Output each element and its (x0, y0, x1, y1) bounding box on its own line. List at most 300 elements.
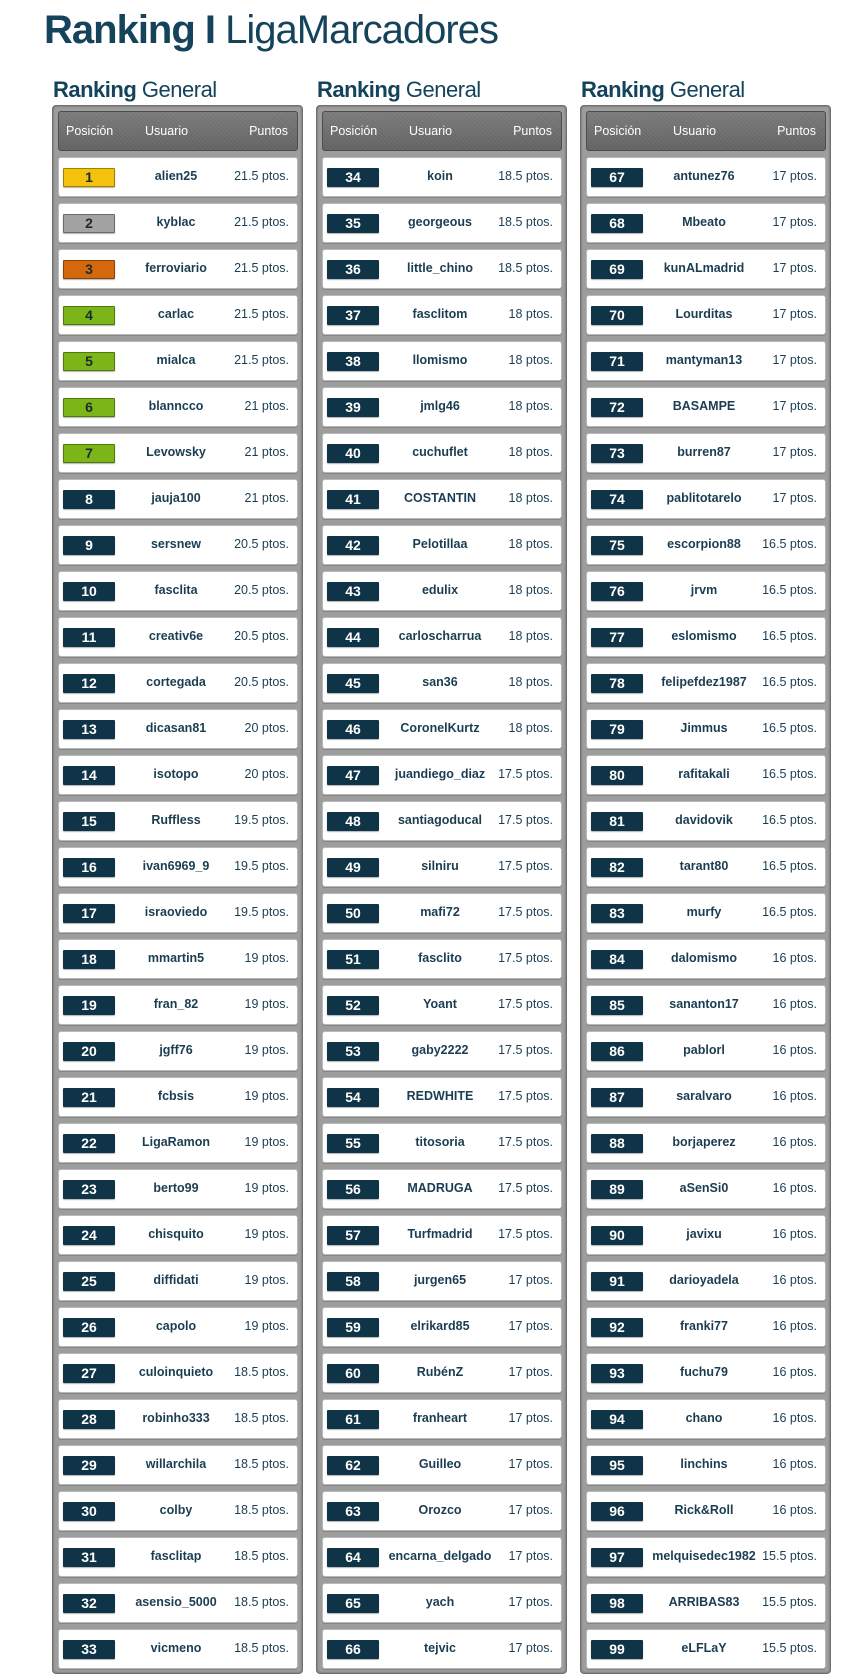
position-badge: 89 (591, 1180, 643, 1199)
ranking-row (58, 295, 298, 335)
position-badge: 61 (327, 1410, 379, 1429)
username: eLFLaY (681, 1641, 727, 1655)
ranking-row (586, 801, 826, 841)
position-badge: 21 (63, 1088, 115, 1107)
ranking-row (586, 341, 826, 381)
column-title-light: General (405, 77, 481, 102)
username: kunALmadrid (663, 261, 745, 275)
position-badge: 84 (591, 950, 643, 969)
points-value: 17.5 ptos. (498, 1089, 553, 1103)
ranking-row (586, 1445, 826, 1485)
ranking-row (322, 939, 562, 979)
username: fcbsis (157, 1089, 195, 1103)
position-badge: 35 (327, 214, 379, 233)
username: Yoant (423, 997, 457, 1011)
username: Lourditas (675, 307, 733, 321)
position-badge: 98 (591, 1594, 643, 1613)
ranking-row (586, 1491, 826, 1531)
ranking-row (322, 1399, 562, 1439)
points-value: 16 ptos. (772, 1319, 817, 1333)
points-value: 19 ptos. (244, 1089, 289, 1103)
username: borjaperez (672, 1135, 736, 1149)
username: georgeous (408, 215, 472, 229)
column-title (53, 78, 303, 102)
username: fuchu79 (680, 1365, 728, 1379)
position-badge: 33 (63, 1640, 115, 1659)
username: jurgen65 (413, 1273, 467, 1287)
points-value: 17 ptos. (772, 445, 817, 459)
ranking-row (322, 249, 562, 289)
ranking-row (322, 571, 562, 611)
position-badge: 57 (327, 1226, 379, 1245)
position-badge: 96 (591, 1502, 643, 1521)
username: ARRIBAS83 (668, 1595, 740, 1609)
position-badge: 27 (63, 1364, 115, 1383)
username: elrikard85 (410, 1319, 470, 1333)
ranking-row (322, 1123, 562, 1163)
username: asensio_5000 (135, 1595, 217, 1609)
position-badge: 19 (63, 996, 115, 1015)
position-badge: 22 (63, 1134, 115, 1153)
username: jauja100 (151, 491, 201, 505)
position-badge: 18 (63, 950, 115, 969)
position-badge: 93 (591, 1364, 643, 1383)
username: fasclita (154, 583, 198, 597)
ranking-row (58, 1307, 298, 1347)
username: linchins (680, 1457, 728, 1471)
username: Jimmus (680, 721, 728, 735)
ranking-row (322, 525, 562, 565)
ranking-row (322, 157, 562, 197)
ranking-row (58, 1445, 298, 1485)
position-badge: 45 (327, 674, 379, 693)
ranking-row (322, 433, 562, 473)
points-value: 19 ptos. (244, 951, 289, 965)
ranking-row (58, 479, 298, 519)
username: jrvm (690, 583, 718, 597)
points-value: 17.5 ptos. (498, 1135, 553, 1149)
ranking-row (58, 1537, 298, 1577)
points-value: 20.5 ptos. (234, 675, 289, 689)
username: melquisedec1982 (652, 1549, 756, 1563)
username: fasclito (418, 951, 462, 965)
points-value: 16.5 ptos. (762, 813, 817, 827)
username: fran_82 (153, 997, 199, 1011)
points-value: 16 ptos. (772, 1227, 817, 1241)
ranking-row (58, 387, 298, 427)
ranking-row (322, 617, 562, 657)
ranking-row (322, 847, 562, 887)
header-points: Puntos (513, 124, 552, 138)
header-position: Posición (594, 124, 642, 138)
username: fasclitap (150, 1549, 202, 1563)
table-header (322, 111, 562, 151)
username: Pelotillaa (412, 537, 468, 551)
points-value: 17.5 ptos. (498, 1181, 553, 1195)
ranking-row (586, 1583, 826, 1623)
position-badge: 13 (63, 720, 115, 739)
points-value: 17 ptos. (508, 1549, 553, 1563)
ranking-row (58, 1215, 298, 1255)
ranking-column (316, 78, 567, 1674)
ranking-row (58, 1031, 298, 1071)
ranking-row (58, 341, 298, 381)
points-value: 16 ptos. (772, 1411, 817, 1425)
points-value: 21 ptos. (244, 445, 289, 459)
username: robinho333 (142, 1411, 210, 1425)
points-value: 19 ptos. (244, 1273, 289, 1287)
ranking-row (322, 479, 562, 519)
username: berto99 (153, 1181, 199, 1195)
username: fasclitom (412, 307, 468, 321)
points-value: 20.5 ptos. (234, 629, 289, 643)
ranking-row (586, 1399, 826, 1439)
position-badge: 30 (63, 1502, 115, 1521)
position-badge: 50 (327, 904, 379, 923)
position-badge: 63 (327, 1502, 379, 1521)
points-value: 20.5 ptos. (234, 583, 289, 597)
ranking-row (586, 755, 826, 795)
position-badge: 4 (63, 306, 115, 325)
position-badge: 87 (591, 1088, 643, 1107)
ranking-row (322, 1077, 562, 1117)
ranking-row (586, 985, 826, 1025)
position-badge: 28 (63, 1410, 115, 1429)
ranking-row (58, 157, 298, 197)
header-user: Usuario (673, 124, 717, 138)
username: cortegada (146, 675, 206, 689)
points-value: 17 ptos. (508, 1365, 553, 1379)
position-badge: 2 (63, 214, 115, 233)
points-value: 17 ptos. (508, 1273, 553, 1287)
ranking-row (586, 295, 826, 335)
username: COSTANTIN (404, 491, 476, 505)
ranking-row (322, 1307, 562, 1347)
position-badge: 74 (591, 490, 643, 509)
position-badge: 62 (327, 1456, 379, 1475)
position-badge: 51 (327, 950, 379, 969)
position-badge: 76 (591, 582, 643, 601)
column-title-bold: Ranking (53, 77, 137, 102)
points-value: 15.5 ptos. (762, 1595, 817, 1609)
ranking-column (52, 78, 303, 1674)
points-value: 17 ptos. (772, 491, 817, 505)
page-title-light: LigaMarcadores (225, 8, 498, 52)
username: little_chino (407, 261, 473, 275)
points-value: 18.5 ptos. (498, 169, 553, 183)
ranking-row (586, 157, 826, 197)
ranking-row (58, 1629, 298, 1669)
points-value: 17 ptos. (508, 1319, 553, 1333)
column-title (581, 78, 831, 102)
username: mafi72 (420, 905, 460, 919)
ranking-row (322, 1629, 562, 1669)
position-badge: 25 (63, 1272, 115, 1291)
header-position: Posición (66, 124, 114, 138)
position-badge: 88 (591, 1134, 643, 1153)
ranking-row (322, 203, 562, 243)
username: MADRUGA (407, 1181, 473, 1195)
position-badge: 31 (63, 1548, 115, 1567)
points-value: 17.5 ptos. (498, 813, 553, 827)
points-value: 16.5 ptos. (762, 675, 817, 689)
points-value: 21.5 ptos. (234, 215, 289, 229)
points-value: 18 ptos. (508, 399, 553, 413)
points-value: 18.5 ptos. (498, 261, 553, 275)
username: blanncco (148, 399, 204, 413)
points-value: 21.5 ptos. (234, 353, 289, 367)
username: Orozco (418, 1503, 462, 1517)
points-value: 20 ptos. (244, 767, 289, 781)
position-badge: 70 (591, 306, 643, 325)
ranking-row (586, 617, 826, 657)
username: felipefdez1987 (661, 675, 747, 689)
ranking-row (58, 663, 298, 703)
points-value: 18 ptos. (508, 629, 553, 643)
ranking-row (58, 571, 298, 611)
points-value: 19.5 ptos. (234, 905, 289, 919)
position-badge: 69 (591, 260, 643, 279)
points-value: 21 ptos. (244, 399, 289, 413)
ranking-row (586, 1353, 826, 1393)
points-value: 19 ptos. (244, 1181, 289, 1195)
username: aSenSi0 (679, 1181, 729, 1195)
username: culoinquieto (138, 1365, 214, 1379)
ranking-row (58, 1169, 298, 1209)
column-title-light: General (141, 77, 217, 102)
username: koin (427, 169, 453, 183)
points-value: 18.5 ptos. (234, 1595, 289, 1609)
points-value: 16.5 ptos. (762, 629, 817, 643)
points-value: 21 ptos. (244, 491, 289, 505)
username: sananton17 (669, 997, 739, 1011)
ranking-row (322, 663, 562, 703)
points-value: 20.5 ptos. (234, 537, 289, 551)
ranking-row (586, 1215, 826, 1255)
position-badge: 92 (591, 1318, 643, 1337)
username: gaby2222 (411, 1043, 469, 1057)
username: Rick&Roll (674, 1503, 734, 1517)
position-badge: 91 (591, 1272, 643, 1291)
position-badge: 3 (63, 260, 115, 279)
ranking-row (58, 617, 298, 657)
position-badge: 94 (591, 1410, 643, 1429)
username: franheart (412, 1411, 468, 1425)
username: carloscharrua (398, 629, 482, 643)
ranking-row (322, 893, 562, 933)
points-value: 17 ptos. (772, 307, 817, 321)
position-badge: 48 (327, 812, 379, 831)
ranking-row (586, 1629, 826, 1669)
position-badge: 40 (327, 444, 379, 463)
points-value: 19.5 ptos. (234, 859, 289, 873)
position-badge: 24 (63, 1226, 115, 1245)
ranking-row (586, 1537, 826, 1577)
points-value: 16 ptos. (772, 951, 817, 965)
ranking-row (58, 847, 298, 887)
username: pablorl (683, 1043, 725, 1057)
ranking-row (58, 709, 298, 749)
username: ivan6969_9 (142, 859, 210, 873)
ranking-row (322, 295, 562, 335)
username: CoronelKurtz (400, 721, 480, 735)
page-title (44, 6, 498, 54)
table-header (586, 111, 826, 151)
ranking-row (586, 571, 826, 611)
username: carlac (157, 307, 195, 321)
ranking-row (322, 709, 562, 749)
position-badge: 81 (591, 812, 643, 831)
username: san36 (422, 675, 458, 689)
ranking-row (58, 985, 298, 1025)
points-value: 17 ptos. (772, 261, 817, 275)
username: creativ6e (148, 629, 204, 643)
username: sersnew (150, 537, 202, 551)
ranking-row (58, 801, 298, 841)
points-value: 17 ptos. (772, 169, 817, 183)
position-badge: 64 (327, 1548, 379, 1567)
column-title-bold: Ranking (317, 77, 401, 102)
points-value: 17 ptos. (508, 1503, 553, 1517)
ranking-row (586, 1077, 826, 1117)
ranking-table (52, 105, 303, 1674)
username: titosoria (415, 1135, 465, 1149)
points-value: 19 ptos. (244, 1043, 289, 1057)
header-position: Posición (330, 124, 378, 138)
position-badge: 97 (591, 1548, 643, 1567)
ranking-row (58, 1077, 298, 1117)
points-value: 16 ptos. (772, 1089, 817, 1103)
position-badge: 49 (327, 858, 379, 877)
points-value: 17 ptos. (772, 215, 817, 229)
points-value: 21.5 ptos. (234, 169, 289, 183)
ranking-row (322, 1445, 562, 1485)
username: willarchila (145, 1457, 207, 1471)
username: mmartin5 (147, 951, 205, 965)
username: LigaRamon (141, 1135, 211, 1149)
ranking-row (58, 1353, 298, 1393)
points-value: 16.5 ptos. (762, 767, 817, 781)
username: santiagoducal (397, 813, 483, 827)
username: chano (685, 1411, 723, 1425)
username: Turfmadrid (407, 1227, 473, 1241)
position-badge: 36 (327, 260, 379, 279)
ranking-row (586, 203, 826, 243)
points-value: 16 ptos. (772, 1043, 817, 1057)
page-title-bold: Ranking I (44, 8, 216, 52)
points-value: 18.5 ptos. (234, 1411, 289, 1425)
position-badge: 47 (327, 766, 379, 785)
position-badge: 8 (63, 490, 115, 509)
ranking-row (586, 709, 826, 749)
position-badge: 95 (591, 1456, 643, 1475)
points-value: 18.5 ptos. (234, 1503, 289, 1517)
username: mialca (156, 353, 196, 367)
points-value: 18 ptos. (508, 721, 553, 735)
position-badge: 80 (591, 766, 643, 785)
ranking-row (322, 755, 562, 795)
ranking-row (322, 1353, 562, 1393)
username: vicmeno (150, 1641, 202, 1655)
username: capolo (155, 1319, 197, 1333)
ranking-row (58, 755, 298, 795)
username: saralvaro (676, 1089, 732, 1103)
header-points: Puntos (777, 124, 816, 138)
ranking-row (586, 525, 826, 565)
ranking-row (322, 1215, 562, 1255)
points-value: 16.5 ptos. (762, 537, 817, 551)
points-value: 15.5 ptos. (762, 1641, 817, 1655)
username: jgff76 (159, 1043, 193, 1057)
ranking-row (58, 1491, 298, 1531)
points-value: 19 ptos. (244, 1227, 289, 1241)
points-value: 17 ptos. (508, 1595, 553, 1609)
username: encarna_delgado (388, 1549, 492, 1563)
points-value: 17 ptos. (508, 1641, 553, 1655)
ranking-row (322, 1583, 562, 1623)
ranking-row (58, 525, 298, 565)
position-badge: 39 (327, 398, 379, 417)
points-value: 15.5 ptos. (762, 1549, 817, 1563)
username: jmlg46 (420, 399, 460, 413)
ranking-row (58, 893, 298, 933)
ranking-row (586, 663, 826, 703)
position-badge: 38 (327, 352, 379, 371)
username: diffidati (153, 1273, 199, 1287)
points-value: 16 ptos. (772, 1135, 817, 1149)
username: colby (159, 1503, 193, 1517)
position-badge: 83 (591, 904, 643, 923)
username: dalomismo (671, 951, 737, 965)
ranking-row (58, 1399, 298, 1439)
points-value: 16 ptos. (772, 1503, 817, 1517)
position-badge: 65 (327, 1594, 379, 1613)
points-value: 17 ptos. (508, 1457, 553, 1471)
position-badge: 58 (327, 1272, 379, 1291)
points-value: 16 ptos. (772, 1365, 817, 1379)
points-value: 17.5 ptos. (498, 905, 553, 919)
position-badge: 46 (327, 720, 379, 739)
ranking-table (580, 105, 831, 1674)
points-value: 17 ptos. (772, 399, 817, 413)
points-value: 20 ptos. (244, 721, 289, 735)
position-badge: 17 (63, 904, 115, 923)
username: eslomismo (671, 629, 737, 643)
position-badge: 77 (591, 628, 643, 647)
username: llomismo (412, 353, 468, 367)
position-badge: 56 (327, 1180, 379, 1199)
username: Mbeato (682, 215, 726, 229)
points-value: 18.5 ptos. (234, 1641, 289, 1655)
points-value: 16 ptos. (772, 1273, 817, 1287)
position-badge: 26 (63, 1318, 115, 1337)
position-badge: 60 (327, 1364, 379, 1383)
username: isotopo (153, 767, 199, 781)
username: RubénZ (416, 1365, 464, 1379)
points-value: 19 ptos. (244, 1135, 289, 1149)
ranking-row (322, 1537, 562, 1577)
ranking-row (586, 1261, 826, 1301)
ranking-row (586, 1307, 826, 1347)
ranking-row (322, 801, 562, 841)
username: ferroviario (145, 261, 207, 275)
username: kyblac (156, 215, 196, 229)
username: Levowsky (146, 445, 206, 459)
points-value: 17.5 ptos. (498, 767, 553, 781)
points-value: 17.5 ptos. (498, 997, 553, 1011)
points-value: 19.5 ptos. (234, 813, 289, 827)
column-title (317, 78, 567, 102)
